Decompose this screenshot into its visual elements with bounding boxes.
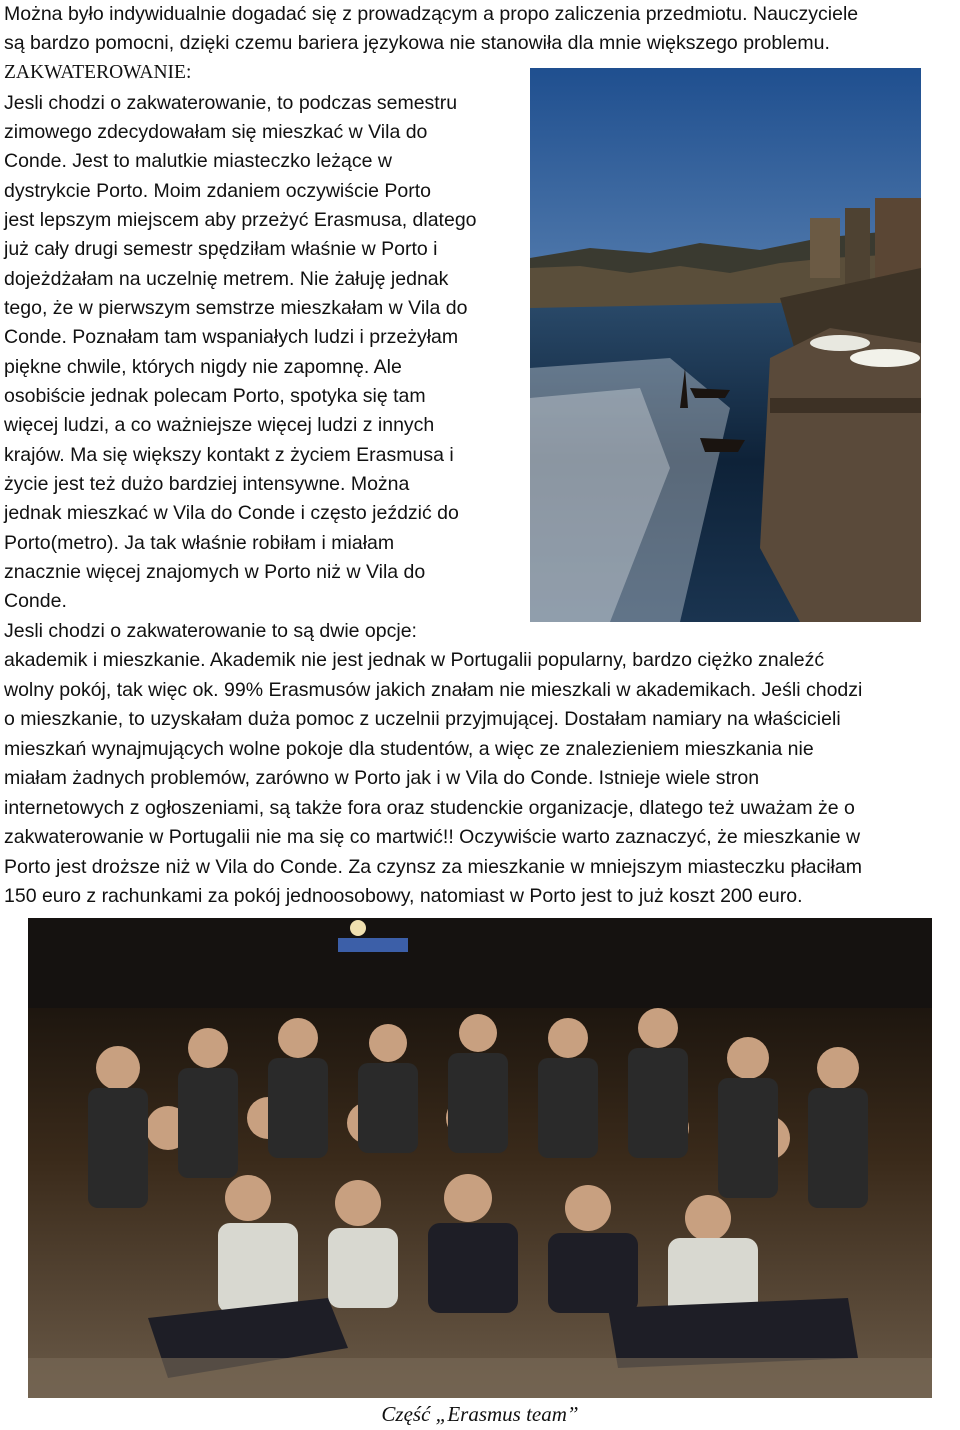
body-line: Jesli chodzi o zakwaterowanie, to podczas semestru bbox=[4, 92, 458, 114]
body-line: piękne chwile, których nigdy nie zapomnę. Ale bbox=[4, 356, 402, 378]
body-line: życie jest też dużo bardziej intensywne. Można bbox=[4, 473, 410, 495]
body-line: mieszkań wynajmujących wolne pokoje dla studentów, a więc ze znalezieniem mieszkania nie bbox=[4, 738, 814, 760]
body-line: Conde. Poznałam tam wspaniałych ludzi i przeżyłam bbox=[4, 326, 459, 348]
body-line: zakwaterowanie w Portugalii nie ma się co martwić!! Oczywiście warto zaznaczyć, że mieszkanie w bbox=[4, 826, 861, 848]
section-heading: ZAKWATEROWANIE: bbox=[4, 62, 192, 83]
body-line: akademik i mieszkanie. Akademik nie jest jednak w Portugalii popularny, bardzo ciężko znaleźć bbox=[4, 649, 825, 671]
body-line: dystrykcie Porto. Moim zdaniem oczywiście Porto bbox=[4, 180, 431, 202]
body-line: osobiście jednak polecam Porto, spotyka się tam bbox=[4, 385, 426, 407]
body-line: tego, że w pierwszym semstrze mieszkałam w Vila do bbox=[4, 297, 468, 319]
body-line: 150 euro z rachunkami za pokój jednoosobowy, natomiast w Porto jest to już koszt 200 euro. bbox=[4, 885, 803, 907]
body-line: Porto(metro). Ja tak właśnie robiłam i miałam bbox=[4, 532, 395, 554]
body-line: jest lepszym miejscem aby przeżyć Erasmusa, dlatego bbox=[4, 209, 477, 231]
body-line: internetowych z ogłoszeniami, są także fora oraz studenckie organizacje, dlatego też uważam że o bbox=[4, 797, 855, 819]
body-line: dojeżdżałam na uczelnię metrem. Nie żałuję jednak bbox=[4, 268, 449, 290]
body-line: więcej ludzi, a co ważniejsze więcej ludzi z innych bbox=[4, 414, 435, 436]
body-line: o mieszkanie, to uzyskałam duża pomoc z uczelnii przyjmującej. Dostałam namiary na właścicieli bbox=[4, 708, 841, 730]
body-line: krajów. Ma się większy kontakt z życiem Erasmusa i bbox=[4, 444, 454, 466]
body-line: znacznie więcej znajomych w Porto niż w Vila do bbox=[4, 561, 426, 583]
body-line: zimowego zdecydowałam się mieszkać w Vila do bbox=[4, 121, 428, 143]
body-line: Porto jest droższe niż w Vila do Conde. Za czynsz za mieszkanie w mniejszym miasteczku płaciłam bbox=[4, 856, 862, 878]
body-line: Conde. bbox=[4, 590, 67, 612]
body-line: wolny pokój, tak więc ok. 99% Erasmusów jakich znałam nie mieszkali w akademikach. Jeśli chodzi bbox=[4, 679, 863, 701]
body-line: jednak mieszkać w Vila do Conde i często jeździć do bbox=[4, 502, 459, 524]
body-line: Conde. Jest to malutkie miasteczko leżące w bbox=[4, 150, 393, 172]
body-line: już cały drugi semestr spędziłam właśnie w Porto i bbox=[4, 238, 438, 260]
photo-caption: Część „Erasmus team” bbox=[381, 1402, 579, 1426]
body-line: miałam żadnych problemów, zarówno w Porto jak i w Vila do Conde. Istnieje wiele stron bbox=[4, 767, 760, 789]
body-line: Jesli chodzi o zakwaterowanie to są dwie opcje: bbox=[4, 620, 417, 642]
erasmus-group-photo bbox=[28, 918, 932, 1398]
porto-river-illustration bbox=[530, 68, 921, 622]
group-illustration bbox=[28, 918, 932, 1398]
intro-line-2: są bardzo pomocni, dzięki czemu bariera językowa nie stanowiła dla mnie większego problemu. bbox=[4, 32, 830, 54]
intro-line-1: Można było indywidualnie dogadać się z prowadzącym a propo zaliczenia przedmiotu. Nauczyciele bbox=[4, 3, 859, 25]
porto-river-photo bbox=[530, 68, 921, 622]
